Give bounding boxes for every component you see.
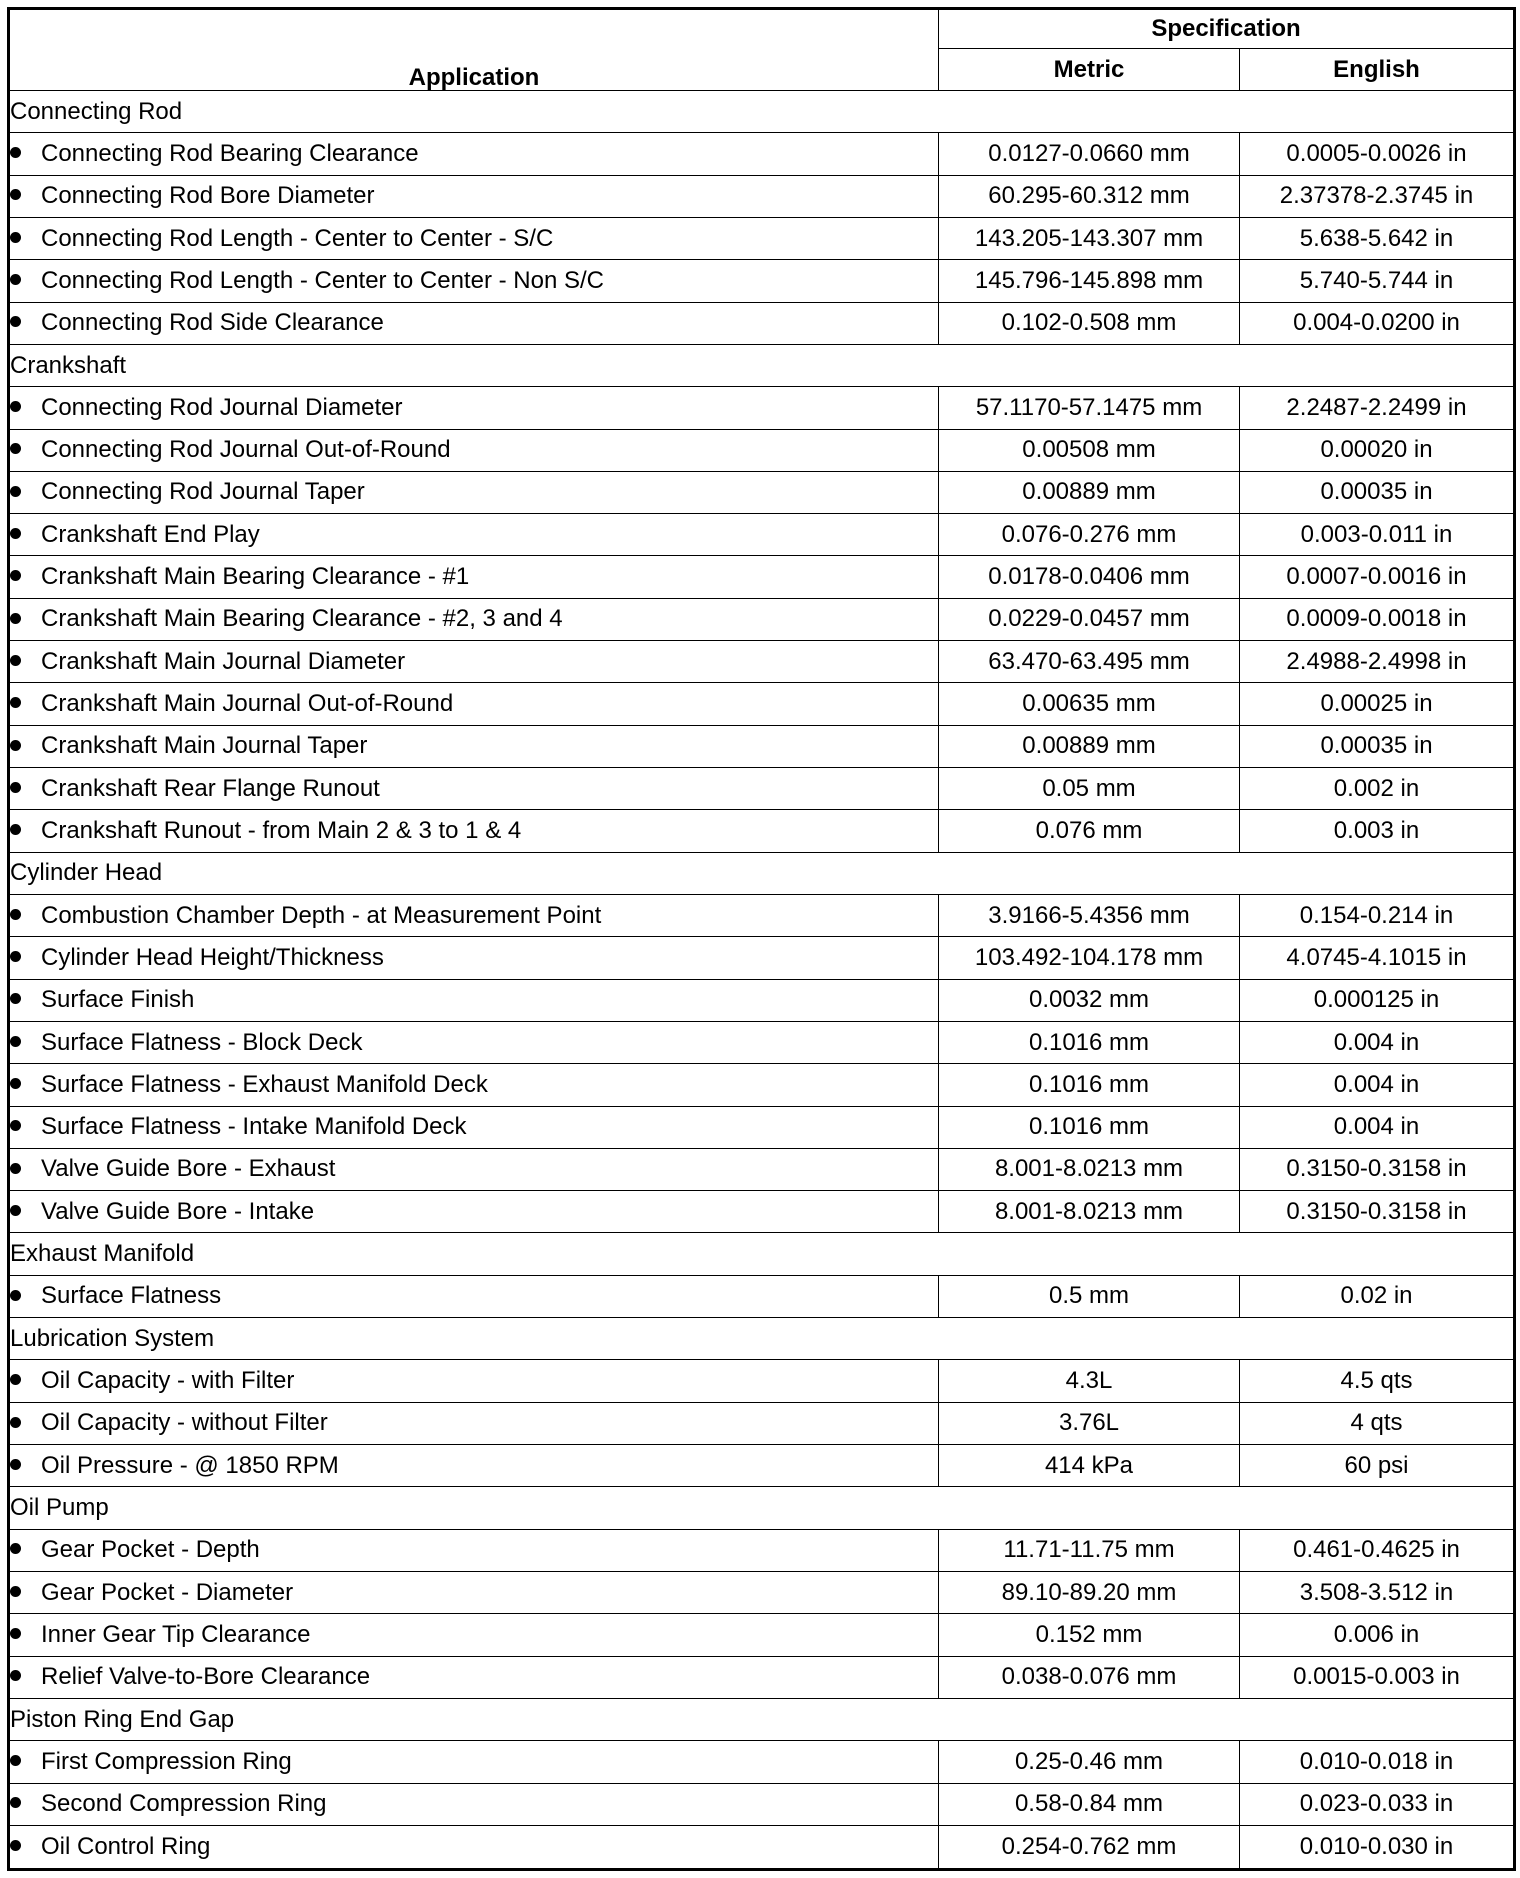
metric-value: 0.102-0.508 mm bbox=[939, 302, 1240, 344]
bullet-icon bbox=[10, 232, 21, 243]
application-cell bbox=[9, 1529, 939, 1571]
english-value: 0.002 in bbox=[1240, 768, 1515, 810]
table-row bbox=[9, 1360, 1515, 1402]
table-row bbox=[9, 810, 1515, 852]
application-cell bbox=[9, 725, 939, 767]
application-cell bbox=[9, 429, 939, 471]
application-cell bbox=[9, 1656, 939, 1698]
english-value: 4.5 qts bbox=[1240, 1360, 1515, 1402]
table-row bbox=[9, 1741, 1515, 1783]
table-row bbox=[9, 937, 1515, 979]
application-label: Oil Capacity - with Filter bbox=[41, 1367, 295, 1395]
application-label: Surface Flatness - Block Deck bbox=[41, 1028, 363, 1056]
application-cell bbox=[9, 937, 939, 979]
metric-value: 0.58-0.84 mm bbox=[939, 1783, 1240, 1825]
metric-value: 143.205-143.307 mm bbox=[939, 217, 1240, 259]
metric-value: 4.3L bbox=[939, 1360, 1240, 1402]
application-cell bbox=[9, 810, 939, 852]
english-value: 0.461-0.4625 in bbox=[1240, 1529, 1515, 1571]
metric-column-header: Metric bbox=[939, 49, 1240, 91]
english-value: 0.003 in bbox=[1240, 810, 1515, 852]
application-cell bbox=[9, 1445, 939, 1487]
section-title: Lubrication System bbox=[9, 1318, 1515, 1360]
table-row bbox=[9, 1825, 1515, 1869]
table-row bbox=[9, 471, 1515, 513]
table-row bbox=[9, 1402, 1515, 1444]
metric-value: 0.038-0.076 mm bbox=[939, 1656, 1240, 1698]
application-label: Gear Pocket - Diameter bbox=[41, 1578, 294, 1606]
bullet-icon bbox=[10, 1459, 21, 1470]
application-label: Connecting Rod Journal Taper bbox=[41, 478, 365, 506]
section-row-piston-ring-end-gap bbox=[9, 1698, 1515, 1740]
application-cell bbox=[9, 1571, 939, 1613]
english-value: 0.006 in bbox=[1240, 1614, 1515, 1656]
english-value: 5.638-5.642 in bbox=[1240, 217, 1515, 259]
table-row bbox=[9, 175, 1515, 217]
application-label: Crankshaft Main Bearing Clearance - #2, 3 and 4 bbox=[41, 605, 563, 633]
bullet-icon bbox=[10, 951, 21, 962]
bullet-icon bbox=[10, 655, 21, 666]
english-value: 0.0005-0.0026 in bbox=[1240, 133, 1515, 175]
section-row-cylinder-head bbox=[9, 852, 1515, 894]
table-row bbox=[9, 598, 1515, 640]
bullet-icon bbox=[10, 697, 21, 708]
english-value: 0.004-0.0200 in bbox=[1240, 302, 1515, 344]
application-cell bbox=[9, 260, 939, 302]
application-cell bbox=[9, 894, 939, 936]
application-cell bbox=[9, 387, 939, 429]
application-label: Crankshaft Rear Flange Runout bbox=[41, 774, 380, 802]
application-cell bbox=[9, 514, 939, 556]
english-value: 4.0745-4.1015 in bbox=[1240, 937, 1515, 979]
application-cell bbox=[9, 683, 939, 725]
application-cell bbox=[9, 471, 939, 513]
section-row-crankshaft bbox=[9, 344, 1515, 386]
application-label: Surface Flatness - Exhaust Manifold Deck bbox=[41, 1070, 488, 1098]
application-label: Connecting Rod Side Clearance bbox=[41, 309, 384, 337]
metric-value: 0.1016 mm bbox=[939, 1021, 1240, 1063]
application-cell bbox=[9, 979, 939, 1021]
application-cell bbox=[9, 1614, 939, 1656]
english-value: 0.0015-0.003 in bbox=[1240, 1656, 1515, 1698]
application-label: Cylinder Head Height/Thickness bbox=[41, 943, 384, 971]
application-label: Oil Control Ring bbox=[41, 1832, 211, 1860]
application-label: Gear Pocket - Depth bbox=[41, 1536, 260, 1564]
table-row bbox=[9, 260, 1515, 302]
metric-value: 60.295-60.312 mm bbox=[939, 175, 1240, 217]
bullet-icon bbox=[10, 1840, 21, 1851]
table-row bbox=[9, 1783, 1515, 1825]
application-column-header: Application bbox=[9, 9, 939, 91]
application-label: Connecting Rod Bearing Clearance bbox=[41, 139, 419, 167]
bullet-icon bbox=[10, 1078, 21, 1089]
application-label: Valve Guide Bore - Intake bbox=[41, 1197, 315, 1225]
metric-value: 0.00508 mm bbox=[939, 429, 1240, 471]
metric-value: 0.05 mm bbox=[939, 768, 1240, 810]
table-row bbox=[9, 683, 1515, 725]
english-value: 0.010-0.030 in bbox=[1240, 1825, 1515, 1869]
metric-value: 0.00635 mm bbox=[939, 683, 1240, 725]
application-cell bbox=[9, 1021, 939, 1063]
table-row bbox=[9, 725, 1515, 767]
table-row bbox=[9, 1275, 1515, 1317]
english-value: 0.000125 in bbox=[1240, 979, 1515, 1021]
application-cell bbox=[9, 1741, 939, 1783]
english-value: 2.4988-2.4998 in bbox=[1240, 641, 1515, 683]
bullet-icon bbox=[10, 1290, 21, 1301]
bullet-icon bbox=[10, 740, 21, 751]
bullet-icon bbox=[10, 1628, 21, 1639]
bullet-icon bbox=[10, 316, 21, 327]
bullet-icon bbox=[10, 1163, 21, 1174]
bullet-icon bbox=[10, 613, 21, 624]
application-label: Combustion Chamber Depth - at Measurement Point bbox=[41, 901, 602, 929]
table-row bbox=[9, 1445, 1515, 1487]
section-title: Piston Ring End Gap bbox=[9, 1698, 1515, 1740]
section-title: Exhaust Manifold bbox=[9, 1233, 1515, 1275]
bullet-icon bbox=[10, 1670, 21, 1681]
metric-value: 89.10-89.20 mm bbox=[939, 1571, 1240, 1613]
bullet-icon bbox=[10, 1205, 21, 1216]
application-label: Connecting Rod Length - Center to Center - Non S/C bbox=[41, 266, 604, 294]
section-row-lubrication-system bbox=[9, 1318, 1515, 1360]
application-cell bbox=[9, 1191, 939, 1233]
application-cell bbox=[9, 133, 939, 175]
metric-value: 8.001-8.0213 mm bbox=[939, 1148, 1240, 1190]
application-cell bbox=[9, 217, 939, 259]
metric-value: 0.5 mm bbox=[939, 1275, 1240, 1317]
metric-value: 0.076-0.276 mm bbox=[939, 514, 1240, 556]
section-title: Oil Pump bbox=[9, 1487, 1515, 1529]
application-cell bbox=[9, 1825, 939, 1869]
table-row bbox=[9, 1148, 1515, 1190]
application-label: Connecting Rod Journal Out-of-Round bbox=[41, 436, 451, 464]
section-row-oil-pump bbox=[9, 1487, 1515, 1529]
table-row bbox=[9, 302, 1515, 344]
metric-value: 0.00889 mm bbox=[939, 725, 1240, 767]
section-row-connecting-rod bbox=[9, 91, 1515, 133]
application-cell bbox=[9, 302, 939, 344]
table-row bbox=[9, 894, 1515, 936]
bullet-icon bbox=[10, 1755, 21, 1766]
english-value: 0.004 in bbox=[1240, 1064, 1515, 1106]
table-row bbox=[9, 641, 1515, 683]
metric-value: 0.1016 mm bbox=[939, 1064, 1240, 1106]
english-value: 5.740-5.744 in bbox=[1240, 260, 1515, 302]
metric-value: 414 kPa bbox=[939, 1445, 1240, 1487]
application-cell bbox=[9, 1275, 939, 1317]
english-value: 0.023-0.033 in bbox=[1240, 1783, 1515, 1825]
bullet-icon bbox=[10, 1543, 21, 1554]
english-value: 0.00020 in bbox=[1240, 429, 1515, 471]
application-cell bbox=[9, 556, 939, 598]
metric-value: 0.0032 mm bbox=[939, 979, 1240, 1021]
english-value: 0.0009-0.0018 in bbox=[1240, 598, 1515, 640]
application-cell bbox=[9, 175, 939, 217]
metric-value: 63.470-63.495 mm bbox=[939, 641, 1240, 683]
application-label: Connecting Rod Length - Center to Center - S/C bbox=[41, 224, 554, 252]
table-row bbox=[9, 1106, 1515, 1148]
bullet-icon bbox=[10, 1417, 21, 1428]
metric-value: 0.00889 mm bbox=[939, 471, 1240, 513]
metric-value: 0.0178-0.0406 mm bbox=[939, 556, 1240, 598]
table-row bbox=[9, 1021, 1515, 1063]
english-value: 3.508-3.512 in bbox=[1240, 1571, 1515, 1613]
application-label: Surface Flatness bbox=[41, 1282, 222, 1310]
bullet-icon bbox=[10, 528, 21, 539]
application-label: Crankshaft Main Journal Diameter bbox=[41, 647, 406, 675]
section-title: Connecting Rod bbox=[9, 91, 1515, 133]
application-label: Surface Flatness - Intake Manifold Deck bbox=[41, 1113, 467, 1141]
bullet-icon bbox=[10, 274, 21, 285]
application-label: Relief Valve-to-Bore Clearance bbox=[41, 1663, 371, 1691]
metric-value: 3.76L bbox=[939, 1402, 1240, 1444]
metric-value: 0.254-0.762 mm bbox=[939, 1825, 1240, 1869]
bullet-icon bbox=[10, 909, 21, 920]
application-cell bbox=[9, 768, 939, 810]
english-value: 0.00035 in bbox=[1240, 725, 1515, 767]
english-value: 0.0007-0.0016 in bbox=[1240, 556, 1515, 598]
application-label: Crankshaft Main Bearing Clearance - #1 bbox=[41, 563, 470, 591]
application-cell bbox=[9, 641, 939, 683]
metric-value: 3.9166-5.4356 mm bbox=[939, 894, 1240, 936]
section-title: Crankshaft bbox=[9, 344, 1515, 386]
application-cell bbox=[9, 1402, 939, 1444]
bullet-icon bbox=[10, 1036, 21, 1047]
bullet-icon bbox=[10, 1374, 21, 1385]
metric-value: 11.71-11.75 mm bbox=[939, 1529, 1240, 1571]
metric-value: 0.0127-0.0660 mm bbox=[939, 133, 1240, 175]
application-label: Crankshaft End Play bbox=[41, 520, 260, 548]
bullet-icon bbox=[10, 824, 21, 835]
metric-value: 0.0229-0.0457 mm bbox=[939, 598, 1240, 640]
application-cell bbox=[9, 1783, 939, 1825]
bullet-icon bbox=[10, 486, 21, 497]
bullet-icon bbox=[10, 1120, 21, 1131]
english-value: 0.003-0.011 in bbox=[1240, 514, 1515, 556]
metric-value: 0.152 mm bbox=[939, 1614, 1240, 1656]
table-row bbox=[9, 556, 1515, 598]
table-row bbox=[9, 1529, 1515, 1571]
english-value: 0.004 in bbox=[1240, 1106, 1515, 1148]
metric-value: 57.1170-57.1475 mm bbox=[939, 387, 1240, 429]
application-cell bbox=[9, 1360, 939, 1402]
application-label: Connecting Rod Bore Diameter bbox=[41, 182, 375, 210]
english-value: 4 qts bbox=[1240, 1402, 1515, 1444]
english-value: 0.00035 in bbox=[1240, 471, 1515, 513]
application-label: Crankshaft Main Journal Taper bbox=[41, 732, 368, 760]
bullet-icon bbox=[10, 147, 21, 158]
bullet-icon bbox=[10, 1586, 21, 1597]
application-label: Surface Finish bbox=[41, 986, 195, 1014]
table-body bbox=[9, 91, 1515, 1870]
table-row bbox=[9, 387, 1515, 429]
application-label: Oil Pressure - @ 1850 RPM bbox=[41, 1451, 339, 1479]
metric-value: 0.25-0.46 mm bbox=[939, 1741, 1240, 1783]
application-cell bbox=[9, 1064, 939, 1106]
section-row-exhaust-manifold bbox=[9, 1233, 1515, 1275]
application-label: Second Compression Ring bbox=[41, 1790, 327, 1818]
application-label: Oil Capacity - without Filter bbox=[41, 1409, 328, 1437]
bullet-icon bbox=[10, 401, 21, 412]
table-header bbox=[9, 9, 1515, 91]
application-cell bbox=[9, 1148, 939, 1190]
english-value: 0.3150-0.3158 in bbox=[1240, 1148, 1515, 1190]
table-row bbox=[9, 768, 1515, 810]
metric-value: 0.076 mm bbox=[939, 810, 1240, 852]
table-row bbox=[9, 1614, 1515, 1656]
bullet-icon bbox=[10, 1797, 21, 1808]
application-label: Crankshaft Main Journal Out-of-Round bbox=[41, 690, 454, 718]
application-cell bbox=[9, 598, 939, 640]
application-cell bbox=[9, 1106, 939, 1148]
specification-column-header: Specification bbox=[939, 9, 1515, 49]
english-value: 60 psi bbox=[1240, 1445, 1515, 1487]
table-row bbox=[9, 1064, 1515, 1106]
english-value: 0.010-0.018 in bbox=[1240, 1741, 1515, 1783]
table-row bbox=[9, 217, 1515, 259]
metric-value: 0.1016 mm bbox=[939, 1106, 1240, 1148]
section-title: Cylinder Head bbox=[9, 852, 1515, 894]
bullet-icon bbox=[10, 189, 21, 200]
table-row bbox=[9, 1656, 1515, 1698]
table-row bbox=[9, 133, 1515, 175]
english-value: 2.37378-2.3745 in bbox=[1240, 175, 1515, 217]
english-column-header: English bbox=[1240, 49, 1515, 91]
bullet-icon bbox=[10, 570, 21, 581]
table-row bbox=[9, 514, 1515, 556]
english-value: 0.00025 in bbox=[1240, 683, 1515, 725]
application-label: Valve Guide Bore - Exhaust bbox=[41, 1155, 336, 1183]
application-label: Connecting Rod Journal Diameter bbox=[41, 393, 403, 421]
table-row bbox=[9, 429, 1515, 471]
application-label: Inner Gear Tip Clearance bbox=[41, 1620, 311, 1648]
english-value: 2.2487-2.2499 in bbox=[1240, 387, 1515, 429]
specification-table bbox=[7, 7, 1516, 1871]
english-value: 0.02 in bbox=[1240, 1275, 1515, 1317]
table-row bbox=[9, 1191, 1515, 1233]
application-label: Crankshaft Runout - from Main 2 & 3 to 1 & 4 bbox=[41, 816, 522, 844]
table-row bbox=[9, 979, 1515, 1021]
english-value: 0.154-0.214 in bbox=[1240, 894, 1515, 936]
bullet-icon bbox=[10, 782, 21, 793]
table-row bbox=[9, 1571, 1515, 1613]
application-label: First Compression Ring bbox=[41, 1747, 292, 1775]
english-value: 0.3150-0.3158 in bbox=[1240, 1191, 1515, 1233]
bullet-icon bbox=[10, 993, 21, 1004]
metric-value: 103.492-104.178 mm bbox=[939, 937, 1240, 979]
english-value: 0.004 in bbox=[1240, 1021, 1515, 1063]
bullet-icon bbox=[10, 443, 21, 454]
metric-value: 145.796-145.898 mm bbox=[939, 260, 1240, 302]
metric-value: 8.001-8.0213 mm bbox=[939, 1191, 1240, 1233]
